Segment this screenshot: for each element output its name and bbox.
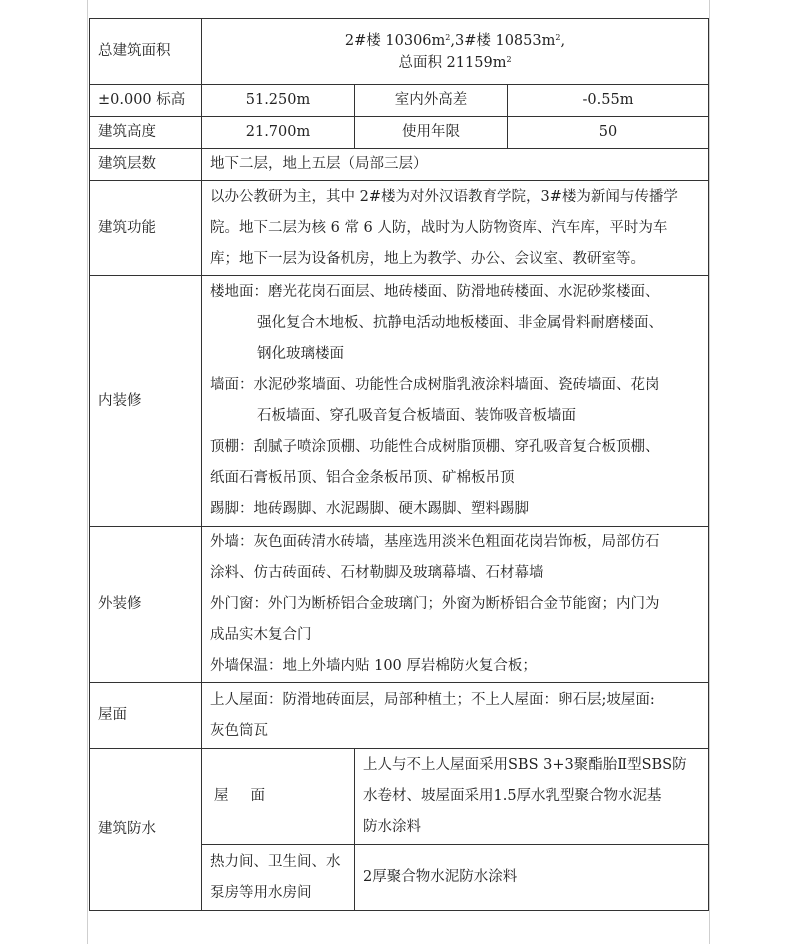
waterproof-label: 建筑防水: [90, 749, 202, 911]
row-waterproof-roof: [90, 749, 709, 845]
interior-line: 踢脚：地砖踢脚、水泥踢脚、硬木踢脚、塑料踢脚: [210, 501, 529, 517]
elevation-value: 51.250m: [202, 85, 355, 117]
function-line: 院。地下二层为核 6 常 6 人防，战时为人防物资库、汽车库，平时为车: [210, 219, 668, 236]
function-line: 库；地下一层为设备机房，地上为教学、办公、会议室、教研室等。: [210, 250, 645, 267]
roof-line: 上人屋面：防滑地砖面层，局部种植土；不上人屋面：卵石层;坡屋面:: [210, 691, 655, 708]
exterior-line: 涂料、仿古砖面砖、石材勒脚及玻璃幕墙、石材幕墙: [210, 565, 544, 581]
row-exterior: [90, 527, 709, 683]
interior-line: 墙面：水泥砂浆墙面、功能性合成树脂乳液涂料墙面、瓷砖墙面、花岗: [210, 377, 660, 393]
interior-line: 钢化玻璃楼面: [257, 346, 344, 362]
interior-line: 石板墙面、穿孔吸音复合板墙面、装饰吸音板墙面: [257, 408, 576, 424]
roof-value: [202, 683, 709, 749]
indoor-outdoor-diff-label: 室内外高差: [355, 85, 508, 117]
page-edge-right: [709, 0, 710, 944]
floors-value: 地下二层，地上五层（局部三层）: [202, 149, 709, 181]
total-area-line2: 总面积 $21159m^2$: [398, 54, 512, 71]
building-height-value: 21.700m: [202, 117, 355, 149]
function-line: 以办公教研为主，其中 2#楼为对外汉语教育学院，3#楼为新闻与传播学: [210, 188, 678, 205]
exterior-label: 外装修: [90, 527, 202, 683]
exterior-line: 外墙保温：地上外墙内贴 100 厚岩棉防火复合板；: [210, 658, 537, 674]
interior-line: 顶棚：刮腻子喷涂顶棚、功能性合成树脂顶棚、穿孔吸音复合板顶棚、: [210, 439, 660, 455]
exterior-line: 成品实木复合门: [210, 627, 312, 643]
waterproof-roof-value: [355, 749, 709, 845]
row-function: [90, 181, 709, 276]
building-height-label: 建筑高度: [90, 117, 202, 149]
row-floors: [90, 149, 709, 181]
exterior-line: 外门窗：外门为断桥铝合金玻璃门；外窗为断桥铝合金节能窗；内门为: [210, 596, 660, 612]
building-info-table: [89, 18, 709, 911]
elevation-label: ±0.000 标高: [90, 85, 202, 117]
row-total-area: [90, 19, 709, 85]
function-label: 建筑功能: [90, 181, 202, 276]
interior-value: [202, 276, 709, 527]
row-interior: [90, 276, 709, 527]
interior-line: 楼地面：磨光花岗石面层、地砖楼面、防滑地砖楼面、水泥砂浆楼面、: [210, 284, 660, 300]
interior-label: 内装修: [90, 276, 202, 527]
roof-line: 灰色筒瓦: [210, 722, 268, 739]
roof-label: 屋面: [90, 683, 202, 749]
waterproof-roof-line: 防水涂料: [363, 819, 421, 835]
service-life-value: 50: [508, 117, 709, 149]
total-area-value: [202, 19, 709, 85]
wet-rooms-value: 2厚聚合物水泥防水涂料: [355, 845, 709, 911]
total-area-line1: 2#楼 $10306m^2,3\#$楼 $10853m^2$,: [344, 32, 566, 49]
function-value: [202, 181, 709, 276]
interior-line: 强化复合木地板、抗静电活动地板楼面、非金属骨料耐磨楼面、: [257, 315, 663, 331]
wet-rooms-label: [202, 845, 355, 911]
page-edge-left: [87, 0, 88, 944]
waterproof-roof-line: 上人与不上人屋面采用SBS 3+3聚酯胎Ⅱ型SBS防: [363, 757, 687, 773]
waterproof-roof-label: 屋 面: [202, 749, 355, 845]
exterior-value: [202, 527, 709, 683]
indoor-outdoor-diff-value: -0.55m: [508, 85, 709, 117]
floors-label: 建筑层数: [90, 149, 202, 181]
waterproof-roof-line: 水卷材、坡屋面采用1.5厚水乳型聚合物水泥基: [363, 788, 662, 804]
wet-rooms-line: 热力间、卫生间、水: [210, 853, 341, 870]
service-life-label: 使用年限: [355, 117, 508, 149]
total-area-label: 总建筑面积: [90, 19, 202, 85]
row-elevation: [90, 85, 709, 117]
row-building-height: [90, 117, 709, 149]
interior-line: 纸面石膏板吊顶、铝合金条板吊顶、矿棉板吊顶: [210, 470, 515, 486]
exterior-line: 外墙：灰色面砖清水砖墙，基座选用淡米色粗面花岗岩饰板，局部仿石: [210, 534, 660, 550]
wet-rooms-line: 泵房等用水房间: [210, 884, 312, 901]
row-roof: [90, 683, 709, 749]
